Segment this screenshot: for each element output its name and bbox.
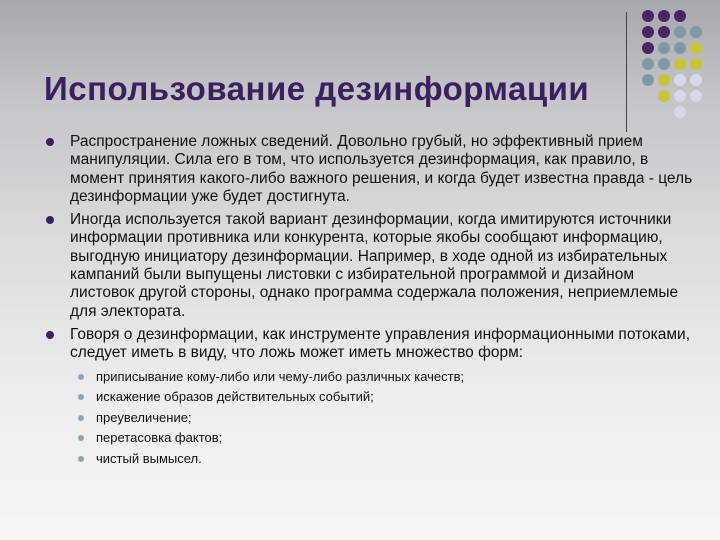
decorative-dot <box>690 58 702 70</box>
decorative-dot <box>690 90 702 102</box>
decorative-divider-line <box>626 12 627 132</box>
decorative-dot <box>674 90 686 102</box>
sub-bullet-text: преувеличение; <box>96 409 192 425</box>
sub-bullet-item <box>70 369 694 386</box>
sub-bullet-text: приписывание кому-либо или чему-либо различных качеств; <box>96 368 465 384</box>
decorative-dot <box>642 74 654 86</box>
sub-bullet-dot-icon <box>78 456 84 462</box>
sub-bullet-item <box>70 410 694 427</box>
decorative-dot <box>642 26 654 38</box>
sub-bullet-item <box>70 430 694 447</box>
decorative-dot <box>642 10 654 22</box>
bullet-text: Иногда используется такой вариант дезинформации, когда имитируются источники информации противника или конкурента, которые якобы сообщают информацию, выгодную инициатору дезинформации. Например, в ходе одной из избирательных кампаний были выпущены листовки с избирательной программой и дизайном листовок другой стороны, однако программа содержала положения, неприемлемые для электората. <box>70 211 679 320</box>
sub-bullet-dot-icon <box>78 415 84 421</box>
bullet-item <box>44 211 694 321</box>
bullet-dot-icon <box>46 216 54 224</box>
slide-title: Использование дезинформации <box>44 70 590 107</box>
sub-bullet-dot-icon <box>78 435 84 441</box>
sub-bullet-dot-icon <box>78 394 84 400</box>
sub-bullet-list <box>70 369 694 468</box>
decorative-dot <box>658 90 670 102</box>
decorative-dot <box>658 74 670 86</box>
bullet-dot-icon <box>46 138 54 146</box>
decorative-dot <box>658 42 670 54</box>
sub-bullet-item <box>70 389 694 406</box>
bullet-item <box>44 326 694 467</box>
decorative-dot <box>690 26 702 38</box>
bullet-list <box>44 133 694 472</box>
bullet-text: Распространение ложных сведений. Довольно грубый, но эффективный прием манипуляции. Сила его в том, что используется дезинформация, как правило, в момент принятия какого-либо важного решения, и когда будет известна правда - цель дезинформации уже будет достигнута. <box>70 133 693 205</box>
decorative-dot <box>674 58 686 70</box>
bullet-text: Говоря о дезинформации, как инструменте управления информационными потоками, следует иметь в виду, что ложь может иметь множество форм: <box>70 325 691 362</box>
decorative-dot <box>642 58 654 70</box>
decorative-dot <box>674 10 686 22</box>
decorative-dot <box>658 10 670 22</box>
decorative-dot-grid <box>640 10 720 120</box>
decorative-dot <box>674 42 686 54</box>
decorative-dot <box>658 58 670 70</box>
sub-bullet-text: перетасовка фактов; <box>96 430 223 446</box>
sub-bullet-text: чистый вымысел. <box>96 450 202 466</box>
decorative-dot <box>674 74 686 86</box>
decorative-dot <box>658 26 670 38</box>
bullet-dot-icon <box>46 331 54 339</box>
sub-bullet-text: искажение образов действительных событий; <box>96 389 374 405</box>
decorative-dot <box>674 106 686 118</box>
decorative-dot <box>642 42 654 54</box>
sub-bullet-item <box>70 451 694 468</box>
sub-bullet-dot-icon <box>78 374 84 380</box>
decorative-dot <box>690 74 702 86</box>
decorative-dot <box>690 42 702 54</box>
decorative-dot <box>674 26 686 38</box>
bullet-item <box>44 133 694 206</box>
